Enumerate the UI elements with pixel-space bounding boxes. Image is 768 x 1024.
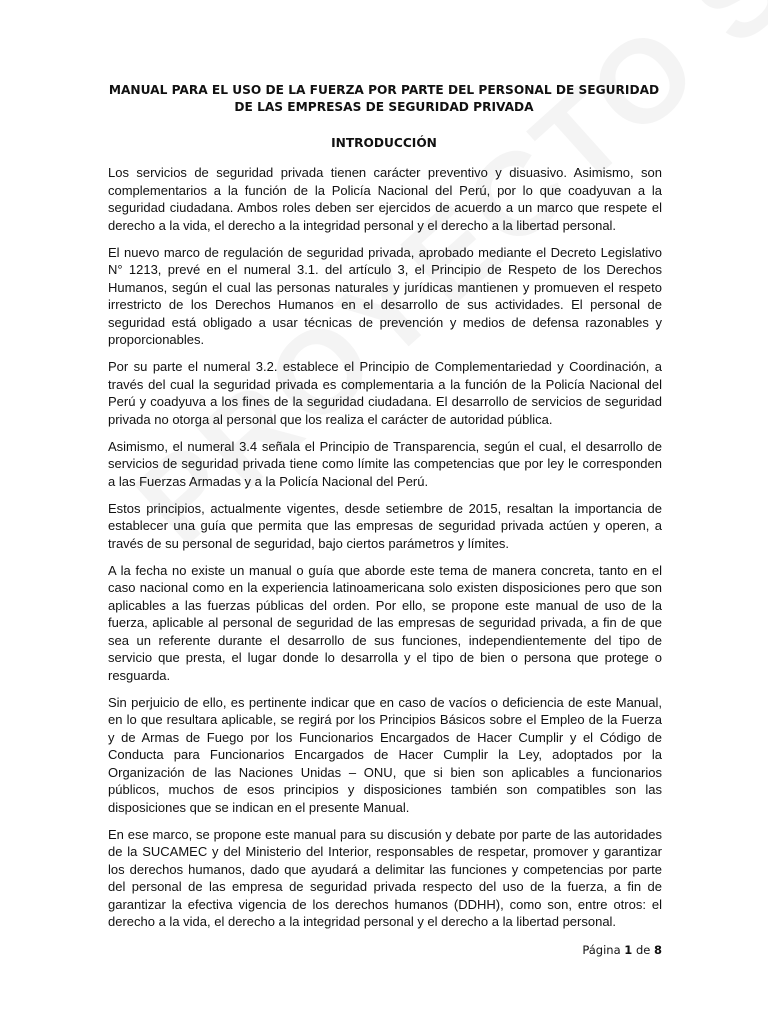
page-number-current: 1 (624, 943, 633, 957)
page-number-total: 8 (653, 943, 662, 957)
page-number-label: Página (582, 943, 621, 957)
paragraph: Asimismo, el numeral 3.4 señala el Principio de Transparencia, según el cual, el desarrollo de servicios de seguridad privada tiene como límite las competencias que por ley le corresponden a las Fuerzas Armadas y a la Policía Nacional del Perú. (108, 438, 662, 489)
document-title (100, 82, 668, 116)
paragraph: En ese marco, se propone este manual para su discusión y debate por parte de las autoridades de la SUCAMEC y del Ministerio del Interior, responsables de respetar, promover y garantizar los derechos humanos, dado que ayudará a delimitar las funciones y competencias por parte del personal de las empresa de seguridad privada respecto del uso de la fuerza, a fin de garantizar la efectiva vigencia de los derechos humanos (DDHH), como son, entre otros: el derecho a la vida, el derecho a la integridad personal y el derecho a la libertad personal. (108, 826, 662, 929)
paragraph: El nuevo marco de regulación de seguridad privada, aprobado mediante el Decreto Legislativo N° 1213, prevé en el numeral 3.1. del artículo 3, el Principio de Respeto de los Derechos Humanos, según el cual las personas naturales y jurídicas mantienen y promueven el respeto irrestricto de los Derechos Humanos en el desarrollo de sus actividades. El personal de seguridad está obligado a usar técnicas de prevención y medios de defensa razonables y proporcionables. (108, 244, 662, 347)
paragraph: Por su parte el numeral 3.2. establece el Principio de Complementariedad y Coordinación, a través del cual la seguridad privada es complementaria a la función de la Policía Nacional del Perú y coadyuva a los fines de la seguridad ciudadana. El desarrollo de servicios de seguridad privada no otorga al personal que los realiza el carácter de autoridad pública. (108, 359, 662, 427)
document-title-line-2: DE LAS EMPRESAS DE SEGURIDAD PRIVADA (234, 100, 534, 114)
paragraph: Sin perjuicio de ello, es pertinente indicar que en caso de vacíos o deficiencia de este Manual, en lo que resultara aplicable, se regirá por los Principios Básicos sobre el Empleo de la Fuerza y de Armas de Fuego por los Funcionarios Encargados de Hacer Cumplir y el Código de Conducta para Funcionarios Encargados de Hacer Cumplir la Ley, adoptados por la Organización de las Naciones Unidas – ONU, que si bien son aplicables a funcionarios públicos, muchos de esos principios y disposiciones también son compatibles son las disposiciones que se indican en el presente Manual. (108, 694, 662, 815)
paragraph: Los servicios de seguridad privada tienen carácter preventivo y disuasivo. Asimismo, son complementarios a la función de la Policía Nacional del Perú, por lo que coadyuvan a la seguridad ciudadana. Ambos roles deben ser ejercidos de acuerdo a un marco que respete el derecho a la vida, el derecho a la integridad personal y el derecho a la libertad personal. (108, 165, 662, 233)
document-body (108, 164, 662, 940)
document-title-line-1: MANUAL PARA EL USO DE LA FUERZA POR PARTE DEL PERSONAL DE SEGURIDAD (108, 83, 660, 97)
paragraph: Estos principios, actualmente vigentes, desde setiembre de 2015, resaltan la importancia de establecer una guía que permita que las empresas de seguridad privada actúen y operen, a través de su personal de seguridad, bajo ciertos parámetros y límites. (108, 500, 662, 551)
section-heading: INTRODUCCIÓN (331, 136, 437, 150)
page-number (560, 943, 662, 957)
page-number-of: de (635, 943, 651, 957)
paragraph: A la fecha no existe un manual o guía que aborde este tema de manera concreta, tanto en el caso nacional como en la experiencia latinoamericana solo existen disposiciones pero que son aplicables a las fuerzas públicas del orden. Por ello, se propone este manual de uso de la fuerza, aplicable al personal de seguridad de las empresas de seguridad privada, a fin de que sea un referente durante el desarrollo de sus funciones, independientemente del tipo de servicio que presta, el lugar donde lo desarrolla y el tipo de bien o persona que protege o resguarda. (108, 562, 662, 683)
